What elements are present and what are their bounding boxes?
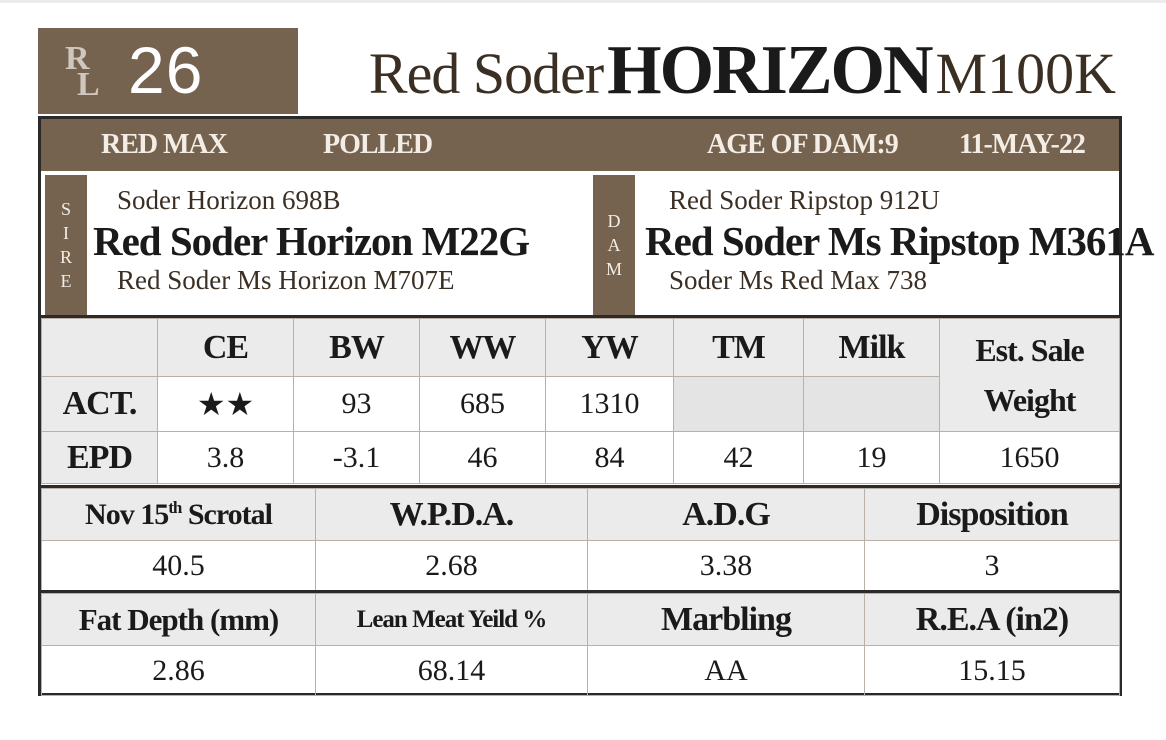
lean-meat-yield-value: 68.14 bbox=[316, 646, 588, 696]
performance-table bbox=[41, 488, 1120, 591]
header-tm: TM bbox=[674, 319, 804, 377]
lot-number: 26 bbox=[128, 33, 204, 107]
header-rea: R.E.A (in2) bbox=[865, 594, 1120, 646]
title-main: HORIZON bbox=[607, 32, 932, 109]
polled-status: POLLED bbox=[323, 129, 433, 160]
lot-card bbox=[38, 116, 1154, 696]
header-bw: BW bbox=[294, 319, 420, 377]
lot-badge bbox=[38, 28, 298, 114]
header-scrotal: Nov 15th Scrotal bbox=[42, 489, 316, 541]
adg-value: 3.38 bbox=[588, 541, 865, 591]
dam-sire: Red Soder Ripstop 912U bbox=[669, 185, 940, 215]
age-of-dam: AGE OF DAM:9 bbox=[707, 129, 898, 160]
act-ce-stars: ★★ bbox=[158, 377, 294, 432]
info-bar bbox=[41, 119, 1119, 171]
row-label-epd: EPD bbox=[42, 432, 158, 484]
epd-bw: -3.1 bbox=[294, 432, 420, 484]
act-yw: 1310 bbox=[546, 377, 674, 432]
top-divider bbox=[0, 0, 1166, 3]
sire-dam: Red Soder Ms Horizon M707E bbox=[117, 265, 455, 295]
header-fat-depth: Fat Depth (mm) bbox=[42, 594, 316, 646]
header-disposition: Disposition bbox=[865, 489, 1120, 541]
dam-label: D A M bbox=[593, 175, 635, 315]
row-label-act: ACT. bbox=[42, 377, 158, 432]
carcass-table bbox=[41, 593, 1120, 696]
title-suffix: M100K bbox=[935, 41, 1116, 106]
birth-date: 11-MAY-22 bbox=[959, 129, 1085, 160]
act-tm bbox=[674, 377, 804, 432]
dam-pedigree bbox=[593, 175, 1154, 315]
header-yw: YW bbox=[546, 319, 674, 377]
epd-ce: 3.8 bbox=[158, 432, 294, 484]
header-ww: WW bbox=[420, 319, 546, 377]
epd-tm: 42 bbox=[674, 432, 804, 484]
header-wpda: W.P.D.A. bbox=[316, 489, 588, 541]
sire-sire: Soder Horizon 698B bbox=[117, 185, 341, 215]
header-ce: CE bbox=[158, 319, 294, 377]
epd-corner bbox=[42, 319, 158, 377]
marbling-value: AA bbox=[588, 646, 865, 696]
disposition-value: 3 bbox=[865, 541, 1120, 591]
header-lean-meat-yield: Lean Meat Yeild % bbox=[316, 594, 588, 646]
epd-table bbox=[41, 318, 1120, 484]
wpda-value: 2.68 bbox=[316, 541, 588, 591]
header-marbling: Marbling bbox=[588, 594, 865, 646]
est-sale-weight: 1650 bbox=[940, 432, 1120, 484]
dam-dam: Soder Ms Red Max 738 bbox=[669, 265, 927, 295]
rl-logo: R L bbox=[65, 40, 100, 103]
epd-ww: 46 bbox=[420, 432, 546, 484]
header-est-sale-weight: Est. Sale Weight bbox=[940, 319, 1120, 432]
rea-value: 15.15 bbox=[865, 646, 1120, 696]
scrotal-value: 40.5 bbox=[42, 541, 316, 591]
dam-name: Red Soder Ms Ripstop M361A bbox=[645, 218, 1154, 264]
act-milk bbox=[804, 377, 940, 432]
epd-milk: 19 bbox=[804, 432, 940, 484]
sire-label: S I R E bbox=[45, 175, 87, 315]
fat-depth-value: 2.86 bbox=[42, 646, 316, 696]
title-prefix: Red Soder bbox=[368, 41, 604, 106]
act-ww: 685 bbox=[420, 377, 546, 432]
header-adg: A.D.G bbox=[588, 489, 865, 541]
header-milk: Milk bbox=[804, 319, 940, 377]
sire-name: Red Soder Horizon M22G bbox=[93, 218, 530, 264]
act-bw: 93 bbox=[294, 377, 420, 432]
sire-pedigree bbox=[45, 175, 593, 315]
breed: RED MAX bbox=[101, 129, 227, 160]
epd-yw: 84 bbox=[546, 432, 674, 484]
